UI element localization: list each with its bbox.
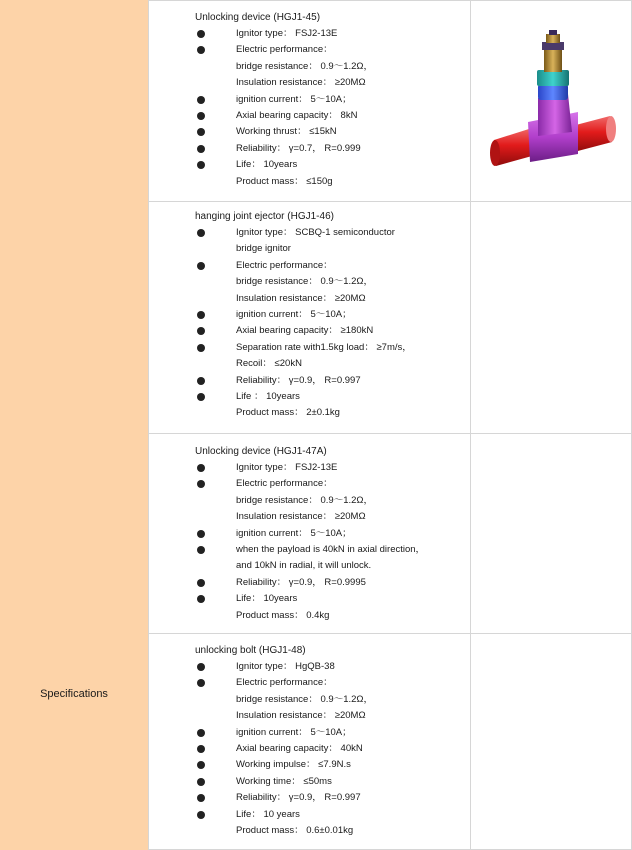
bullet-icon: [197, 112, 205, 120]
spec-text: Insulation resistance： ≥20MΩ: [236, 710, 366, 722]
spec-row: [149, 93, 470, 109]
spec-text: Electric performance：: [236, 259, 333, 271]
bullet-icon: [197, 530, 205, 538]
spec-row: [149, 292, 470, 308]
spec-row: [149, 660, 470, 676]
bullet-icon: [197, 377, 205, 385]
spec-row: [149, 527, 470, 543]
spec-row: [149, 43, 470, 59]
spec-row: [149, 259, 470, 275]
spec-label-cell: [0, 0, 148, 850]
spec-row: [149, 775, 470, 791]
spec-row: [149, 308, 470, 324]
spec-row: [149, 543, 470, 559]
spec-row: [149, 791, 470, 807]
bullet-icon: [197, 128, 205, 136]
spec-row: [149, 406, 470, 422]
spec-label: Specifications: [40, 688, 108, 700]
bullet-icon: [197, 679, 205, 687]
spec-text: Life： 10years: [236, 593, 298, 605]
spec-row: [149, 27, 470, 43]
spec-text: ignition current： 5～10A；: [236, 527, 352, 539]
spec-text: Electric performance：: [236, 478, 333, 490]
spec-text: Product mass： 0.6±0.01kg: [236, 825, 354, 836]
spec-row: [149, 275, 470, 291]
spec-row: [149, 576, 470, 592]
bullet-icon: [197, 579, 205, 587]
bullet-icon: [197, 46, 205, 54]
bullet-icon: [197, 761, 205, 769]
bullet-icon: [197, 745, 205, 753]
spec-row: [149, 758, 470, 774]
spec-text: Insulation resistance： ≥20MΩ: [236, 292, 366, 304]
section-title: hanging joint ejector (HGJ1-46): [195, 211, 334, 222]
divider: [148, 433, 632, 434]
bullet-icon: [197, 344, 205, 352]
spec-text: bridge resistance： 0.9～1.2Ω，: [236, 60, 373, 72]
spec-text: Insulation resistance： ≥20MΩ: [236, 77, 366, 89]
spec-row: [149, 824, 470, 840]
spec-text: and 10kN in radial, it will unlock.: [236, 560, 372, 572]
spec-text: Insulation resistance： ≥20MΩ: [236, 511, 366, 523]
spec-row: [149, 324, 470, 340]
spec-row: [149, 742, 470, 758]
spec-text: bridge resistance： 0.9～1.2Ω，: [236, 693, 373, 705]
bullet-icon: [197, 327, 205, 335]
spec-text: Working impulse： ≤7.9N.s: [236, 759, 351, 771]
spec-row: [149, 693, 470, 709]
spec-text: Reliability： γ=0.7， R=0.999: [236, 142, 361, 154]
spec-row: [149, 461, 470, 477]
spec-text: Life ： 10years: [236, 391, 300, 402]
spec-row: [149, 726, 470, 742]
spec-row: [149, 709, 470, 725]
spec-text: Working time： ≤50ms: [236, 775, 332, 787]
spec-text: ignition current： 5～10A；: [236, 726, 352, 738]
spec-row: [149, 158, 470, 174]
spec-text: Working thrust： ≤15kN: [236, 126, 337, 138]
spec-row: [149, 676, 470, 692]
spec-text: ignition current： 5～10A；: [236, 93, 352, 105]
bullet-icon: [197, 546, 205, 554]
spec-row: [149, 125, 470, 141]
bullet-icon: [197, 161, 205, 169]
spec-text: Reliability： γ=0.9， R=0.997: [236, 374, 361, 386]
spec-text: Electric performance：: [236, 44, 333, 56]
bullet-icon: [197, 229, 205, 237]
spec-row: [149, 175, 470, 191]
spec-row: [149, 60, 470, 76]
spec-text: Reliability： γ=0.9， R=0.9995: [236, 576, 366, 588]
spec-text: Electric performance：: [236, 677, 333, 689]
spec-text: Ignitor type： FSJ2-13E: [236, 28, 338, 39]
divider: [470, 0, 471, 850]
bullet-icon: [197, 30, 205, 38]
section-title: Unlocking device (HGJ1-45): [195, 12, 321, 23]
spec-text: Ignitor type： SCBQ-1 semiconductor: [236, 227, 395, 238]
bullet-icon: [197, 729, 205, 737]
spec-row: [149, 142, 470, 158]
spec-text: Separation rate with1.5kg load： ≥7m/s，: [236, 341, 412, 353]
spec-row: [149, 808, 470, 824]
bullet-icon: [197, 663, 205, 671]
spec-text: Life： 10 years: [236, 808, 300, 820]
spec-text: Product mass： ≤150g: [236, 175, 333, 187]
bullet-icon: [197, 311, 205, 319]
spec-row: [149, 357, 470, 373]
spec-text: when the payload is 40kN in axial direction，: [236, 544, 426, 555]
spec-text: Axial bearing capacity： 40kN: [236, 743, 363, 754]
divider: [148, 0, 632, 1]
section-title: Unlocking device (HGJ1-47A): [195, 446, 327, 457]
spec-row: [149, 559, 470, 575]
spec-row: [149, 390, 470, 406]
spec-text: Product mass： 2±0.1kg: [236, 407, 340, 419]
bullet-icon: [197, 464, 205, 472]
bullet-icon: [197, 145, 205, 153]
spec-text: Recoil： ≤20kN: [236, 358, 302, 370]
unlocking-device-image: [482, 28, 621, 169]
spec-text: Life： 10years: [236, 159, 298, 171]
spec-row: [149, 374, 470, 390]
bullet-icon: [197, 480, 205, 488]
spec-row: [149, 109, 470, 125]
spec-text: Axial bearing capacity： ≥180kN: [236, 325, 374, 337]
spec-row: [149, 609, 470, 625]
spec-row: [149, 226, 470, 242]
spec-row: [149, 510, 470, 526]
spec-text: ignition current： 5～10A；: [236, 309, 352, 320]
spec-text: Axial bearing capacity： 8kN: [236, 110, 358, 121]
spec-text: Ignitor type： HgQB-38: [236, 661, 335, 672]
spec-row: [149, 592, 470, 608]
divider: [148, 201, 632, 202]
bullet-icon: [197, 778, 205, 786]
section-title: unlocking bolt (HGJ1-48): [195, 645, 306, 656]
spec-text: Reliability： γ=0.9， R=0.997: [236, 792, 361, 804]
spec-text: bridge ignitor: [236, 243, 291, 255]
spec-row: [149, 494, 470, 510]
spec-row: [149, 76, 470, 92]
spec-row: [149, 242, 470, 258]
bullet-icon: [197, 794, 205, 802]
bullet-icon: [197, 96, 205, 104]
bullet-icon: [197, 595, 205, 603]
bullet-icon: [197, 393, 205, 401]
bullet-icon: [197, 262, 205, 270]
spec-text: bridge resistance： 0.9～1.2Ω，: [236, 494, 373, 506]
spec-text: bridge resistance： 0.9～1.2Ω，: [236, 276, 373, 288]
divider: [148, 633, 632, 634]
spec-row: [149, 341, 470, 357]
spec-text: Product mass： 0.4kg: [236, 609, 330, 621]
spec-row: [149, 477, 470, 493]
bullet-icon: [197, 811, 205, 819]
spec-text: Ignitor type： FSJ2-13E: [236, 462, 338, 473]
